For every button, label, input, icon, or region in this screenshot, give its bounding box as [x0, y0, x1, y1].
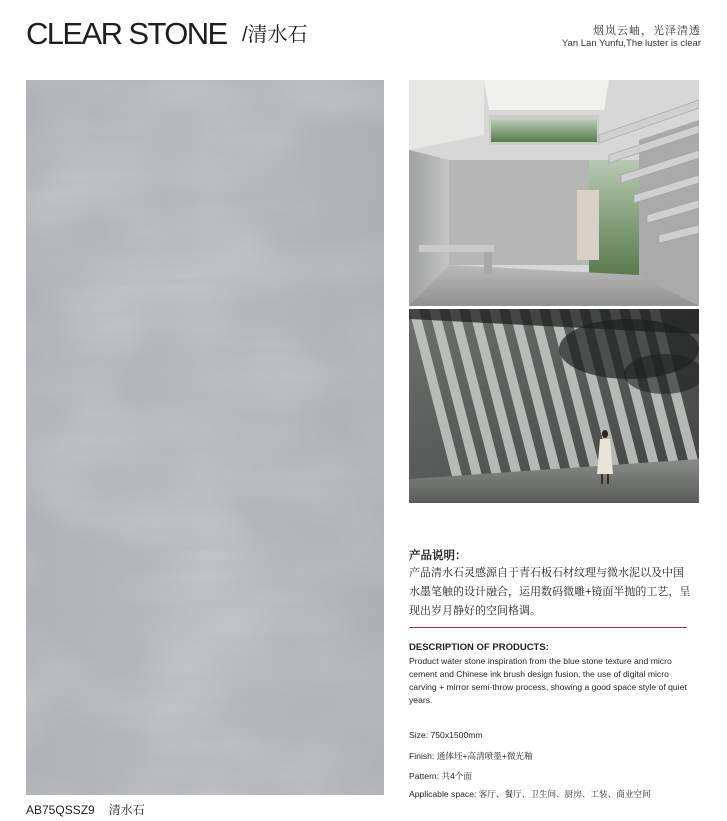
tagline-english: Yan Lan Yunfu,The luster is clear: [561, 38, 701, 49]
spec-size: Size: 750x1500mm: [409, 730, 483, 740]
description-text-cn: 产品清水石灵感源自于青石板石材纹理与微水泥以及中国水墨笔触的设计融合，运用数码微雕+镜面半抛的工艺，呈现出岁月静好的空间格调。: [409, 567, 691, 617]
description-heading-en: DESCRIPTION OF PRODUCTS:: [409, 642, 549, 653]
page-header: [0, 0, 727, 60]
description-heading-cn: 产品说明：: [409, 550, 467, 562]
product-code-line: [26, 801, 145, 818]
interior-scene-2: [409, 309, 699, 503]
product-code: AB75QSSZ9: [26, 803, 95, 817]
title-chinese: /清水石: [242, 24, 308, 46]
interior-scene-1: [409, 80, 699, 306]
spec-applicable-space: Applicable space: 客厅、餐厅、卫生间、厨房、工装、商业空间: [409, 789, 651, 799]
spec-pattern: Pattern: 共4个面: [409, 771, 473, 781]
interior-photo-shadows: [409, 309, 699, 503]
tagline-chinese: 烟岚云岫，光泽清透: [593, 25, 701, 37]
description-text-en: Product water stone inspiration from the blue stone texture and micro cement and Chinese ink brush design fusion, the use of digital micro carving + mirror semi-throw process, showing a good space style of quiet years.: [409, 656, 687, 705]
product-name-cn: 清水石: [108, 803, 145, 817]
interior-photo-stairs: [409, 80, 699, 306]
spec-finish: Finish: 通体坯+高清喷墨+微光釉: [409, 751, 533, 761]
title-english: CLEAR STONE: [26, 16, 227, 51]
stone-texture: [26, 80, 384, 795]
stone-slab-image: [26, 80, 384, 795]
divider-rule: [409, 627, 687, 628]
